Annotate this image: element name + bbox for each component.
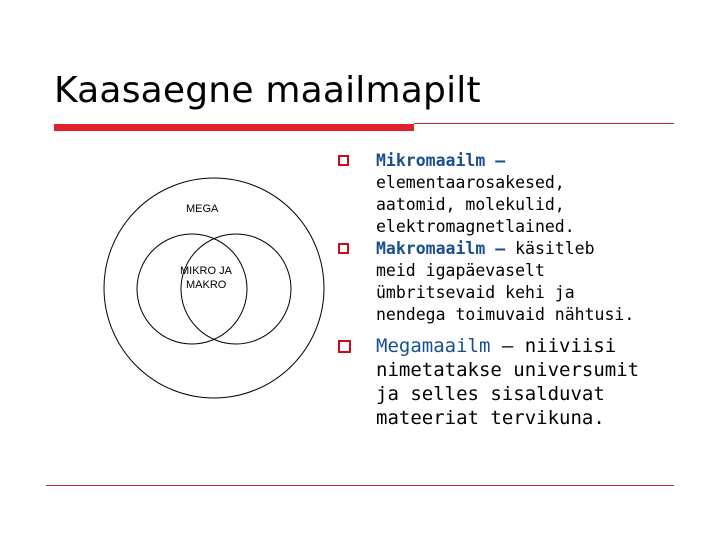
bullet-megamaailm (338, 334, 698, 430)
square-bullet-icon (338, 243, 349, 254)
footer-divider-line (46, 485, 674, 486)
bullet-makromaailm (338, 238, 698, 326)
bullet-text-line: elektromagnetlained. (376, 217, 575, 236)
square-bullet-icon (338, 155, 349, 166)
bullet-text-rest: – niiviisi (490, 335, 617, 357)
bullet-text-line: nimetatakse universumit (376, 359, 640, 381)
bullet-text-line: ja selles sisalduvat (376, 383, 605, 405)
bullet-term: Megamaailm (376, 335, 491, 357)
bullet-list (338, 150, 698, 430)
bullet-text-line: elementaarosakesed, (376, 173, 565, 192)
bullet-text-line: ümbritsevaid kehi ja (376, 283, 575, 302)
mega-label: MEGA (186, 203, 219, 215)
bullet-text-line: nendega toimuvaid nähtusi. (376, 305, 635, 324)
bullet-text-line: aatomid, molekulid, (376, 195, 565, 214)
mikro-makro-label-line2: MAKRO (186, 279, 227, 291)
bullet-mikromaailm (338, 150, 698, 238)
bullet-text-line: mateeriat tervikuna. (376, 407, 605, 429)
bullet-term: Mikromaailm – (376, 151, 506, 170)
bullet-text-rest: käsitleb (505, 239, 595, 258)
bullet-term: Makromaailm – (376, 239, 506, 258)
mikro-makro-label-line1: MIKRO JA (180, 265, 232, 277)
square-bullet-icon (338, 340, 351, 353)
slide-title: Kaasaegne maailmapilt (54, 70, 481, 111)
bullet-text-line: meid igapäevaselt (376, 261, 545, 280)
